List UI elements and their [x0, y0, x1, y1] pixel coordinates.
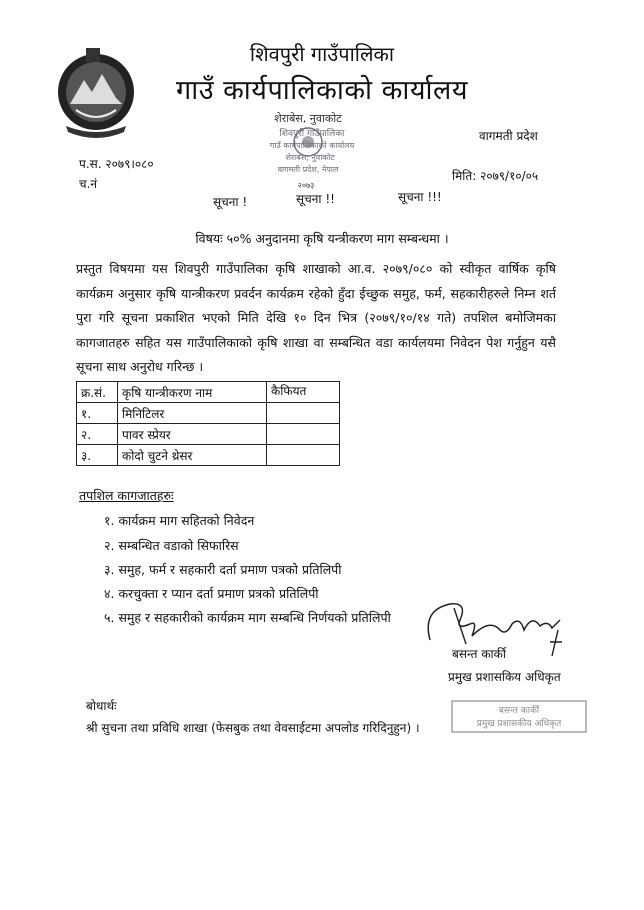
table-row: [77, 403, 340, 424]
subject-line: विषयः ५०% अनुदानमा कृषि यन्त्रीकरण माग सम्बन्धमा ।: [195, 231, 449, 246]
reference-number: प.स. २०७९।०८०: [79, 157, 154, 171]
notice-1: सूचना !: [213, 195, 248, 209]
footer-stamp-line2: प्रमुख प्रशासकीय अधिकृत: [476, 719, 562, 729]
cc-line: श्री सुचना तथा प्रविधि शाखा (फेसबुक तथा वेवसाईटमा अपलोड गरिदिनुहुन) ।: [86, 721, 420, 735]
office-stamp: [252, 112, 364, 200]
table-cell: पावर स्प्रेयर: [118, 424, 267, 445]
table-row: [77, 445, 340, 466]
table-cell: [267, 403, 340, 424]
stamp-line2: गाउँ कार्यपालिकाको कार्यालय: [269, 141, 355, 150]
table-row: [77, 424, 340, 445]
table-header-cell: कैफियत: [267, 382, 340, 403]
document-item: ५. समुह र सहकारीको कार्यक्रम माग सम्बन्धि निर्णयको प्रतिलिपी: [104, 610, 391, 625]
cc-label: बोधार्थः: [86, 699, 117, 713]
office-name: गाउँ कार्यपालिकाको कार्यालय: [176, 75, 468, 106]
body-paragraph: प्रस्तुत विषयमा यस शिवपुरी गाउँपालिका कृषि शाखाको आ.व. २०७९/०८० को स्वीकृत वार्षिक कृषि कार्यक्रम अनुसार कृषि यान्त्रीकरण प्रवर्दन कार्यक्रम रहेको हुँदा ईच्छुक समुह, फर्म, सहकारीहरुले निम्न शर्त पुरा गरि सूचना प्रकाशित भएको मिति देखि १० दिन भित्र (२०७९/१०/१४ गते) तपशिल बमोजिमका कागजातहरु सहित यस गाउँपालिकाको कृषि शाखा वा सम्बन्धित वडा कार्यलयमा निवेदन पेश गर्नुहुन यसै सूचना साथ अनुरोध गरिन्छ ।: [76, 261, 556, 374]
table-header-cell: क्र.सं.: [77, 382, 118, 403]
stamp-line4: वागमती प्रदेश, नेपाल: [277, 165, 339, 174]
document-item: ३. समुह, फर्म र सहकारी दर्ता प्रमाण पत्रको प्रतिलिपी: [104, 562, 342, 577]
table-cell: कोदो चुटने थ्रेसर: [118, 445, 267, 466]
stamp-year: २०७३: [297, 181, 315, 190]
table-cell: [267, 424, 340, 445]
table-cell: मिनिटिलर: [118, 403, 267, 424]
table-header-row: [77, 382, 340, 403]
documents-heading: तपशिल कागजातहरुः: [79, 488, 174, 503]
signatory-name: बसन्त कार्की: [452, 647, 506, 661]
stamp-handwritten: शेराबेस, नुवाकोट: [274, 112, 342, 125]
footer-stamp-line1: बसन्त कार्की: [498, 706, 540, 716]
table-header-cell: कृषि यान्त्रीकरण नाम: [118, 382, 267, 403]
dispatch-number: च.नं: [79, 177, 98, 191]
notice-3: सूचना !!!: [398, 190, 442, 204]
table-cell: [267, 445, 340, 466]
designation-stamp: [451, 700, 587, 733]
stamp-line1: शिवपुरी गाउँपालिका: [279, 129, 345, 139]
municipality-name: शिवपुरी गाउँपालिका: [249, 42, 395, 66]
document-item: ४. करचुक्ता र प्यान दर्ता प्रमाण प्रत्रको प्रतिलिपी: [104, 586, 319, 601]
province-name: वागमती प्रदेश: [479, 129, 538, 143]
mechanization-table: [76, 381, 340, 466]
document-item: २. सम्बन्धित वडाको सिफारिस: [104, 538, 239, 553]
notice-2: सूचना !!: [296, 192, 335, 206]
signatory-title: प्रमुख प्रशासकिय अधिकृत: [448, 670, 561, 684]
table-cell: ३.: [77, 445, 118, 466]
letter-date: मिति: २०७९/१०/०५: [452, 169, 539, 183]
document-item: १. कार्यक्रम माग सहितको निवेदन: [104, 513, 255, 528]
table-cell: २.: [77, 424, 118, 445]
table-cell: १.: [77, 403, 118, 424]
stamp-line3: शेराबस, नुवाकोट: [285, 153, 335, 162]
